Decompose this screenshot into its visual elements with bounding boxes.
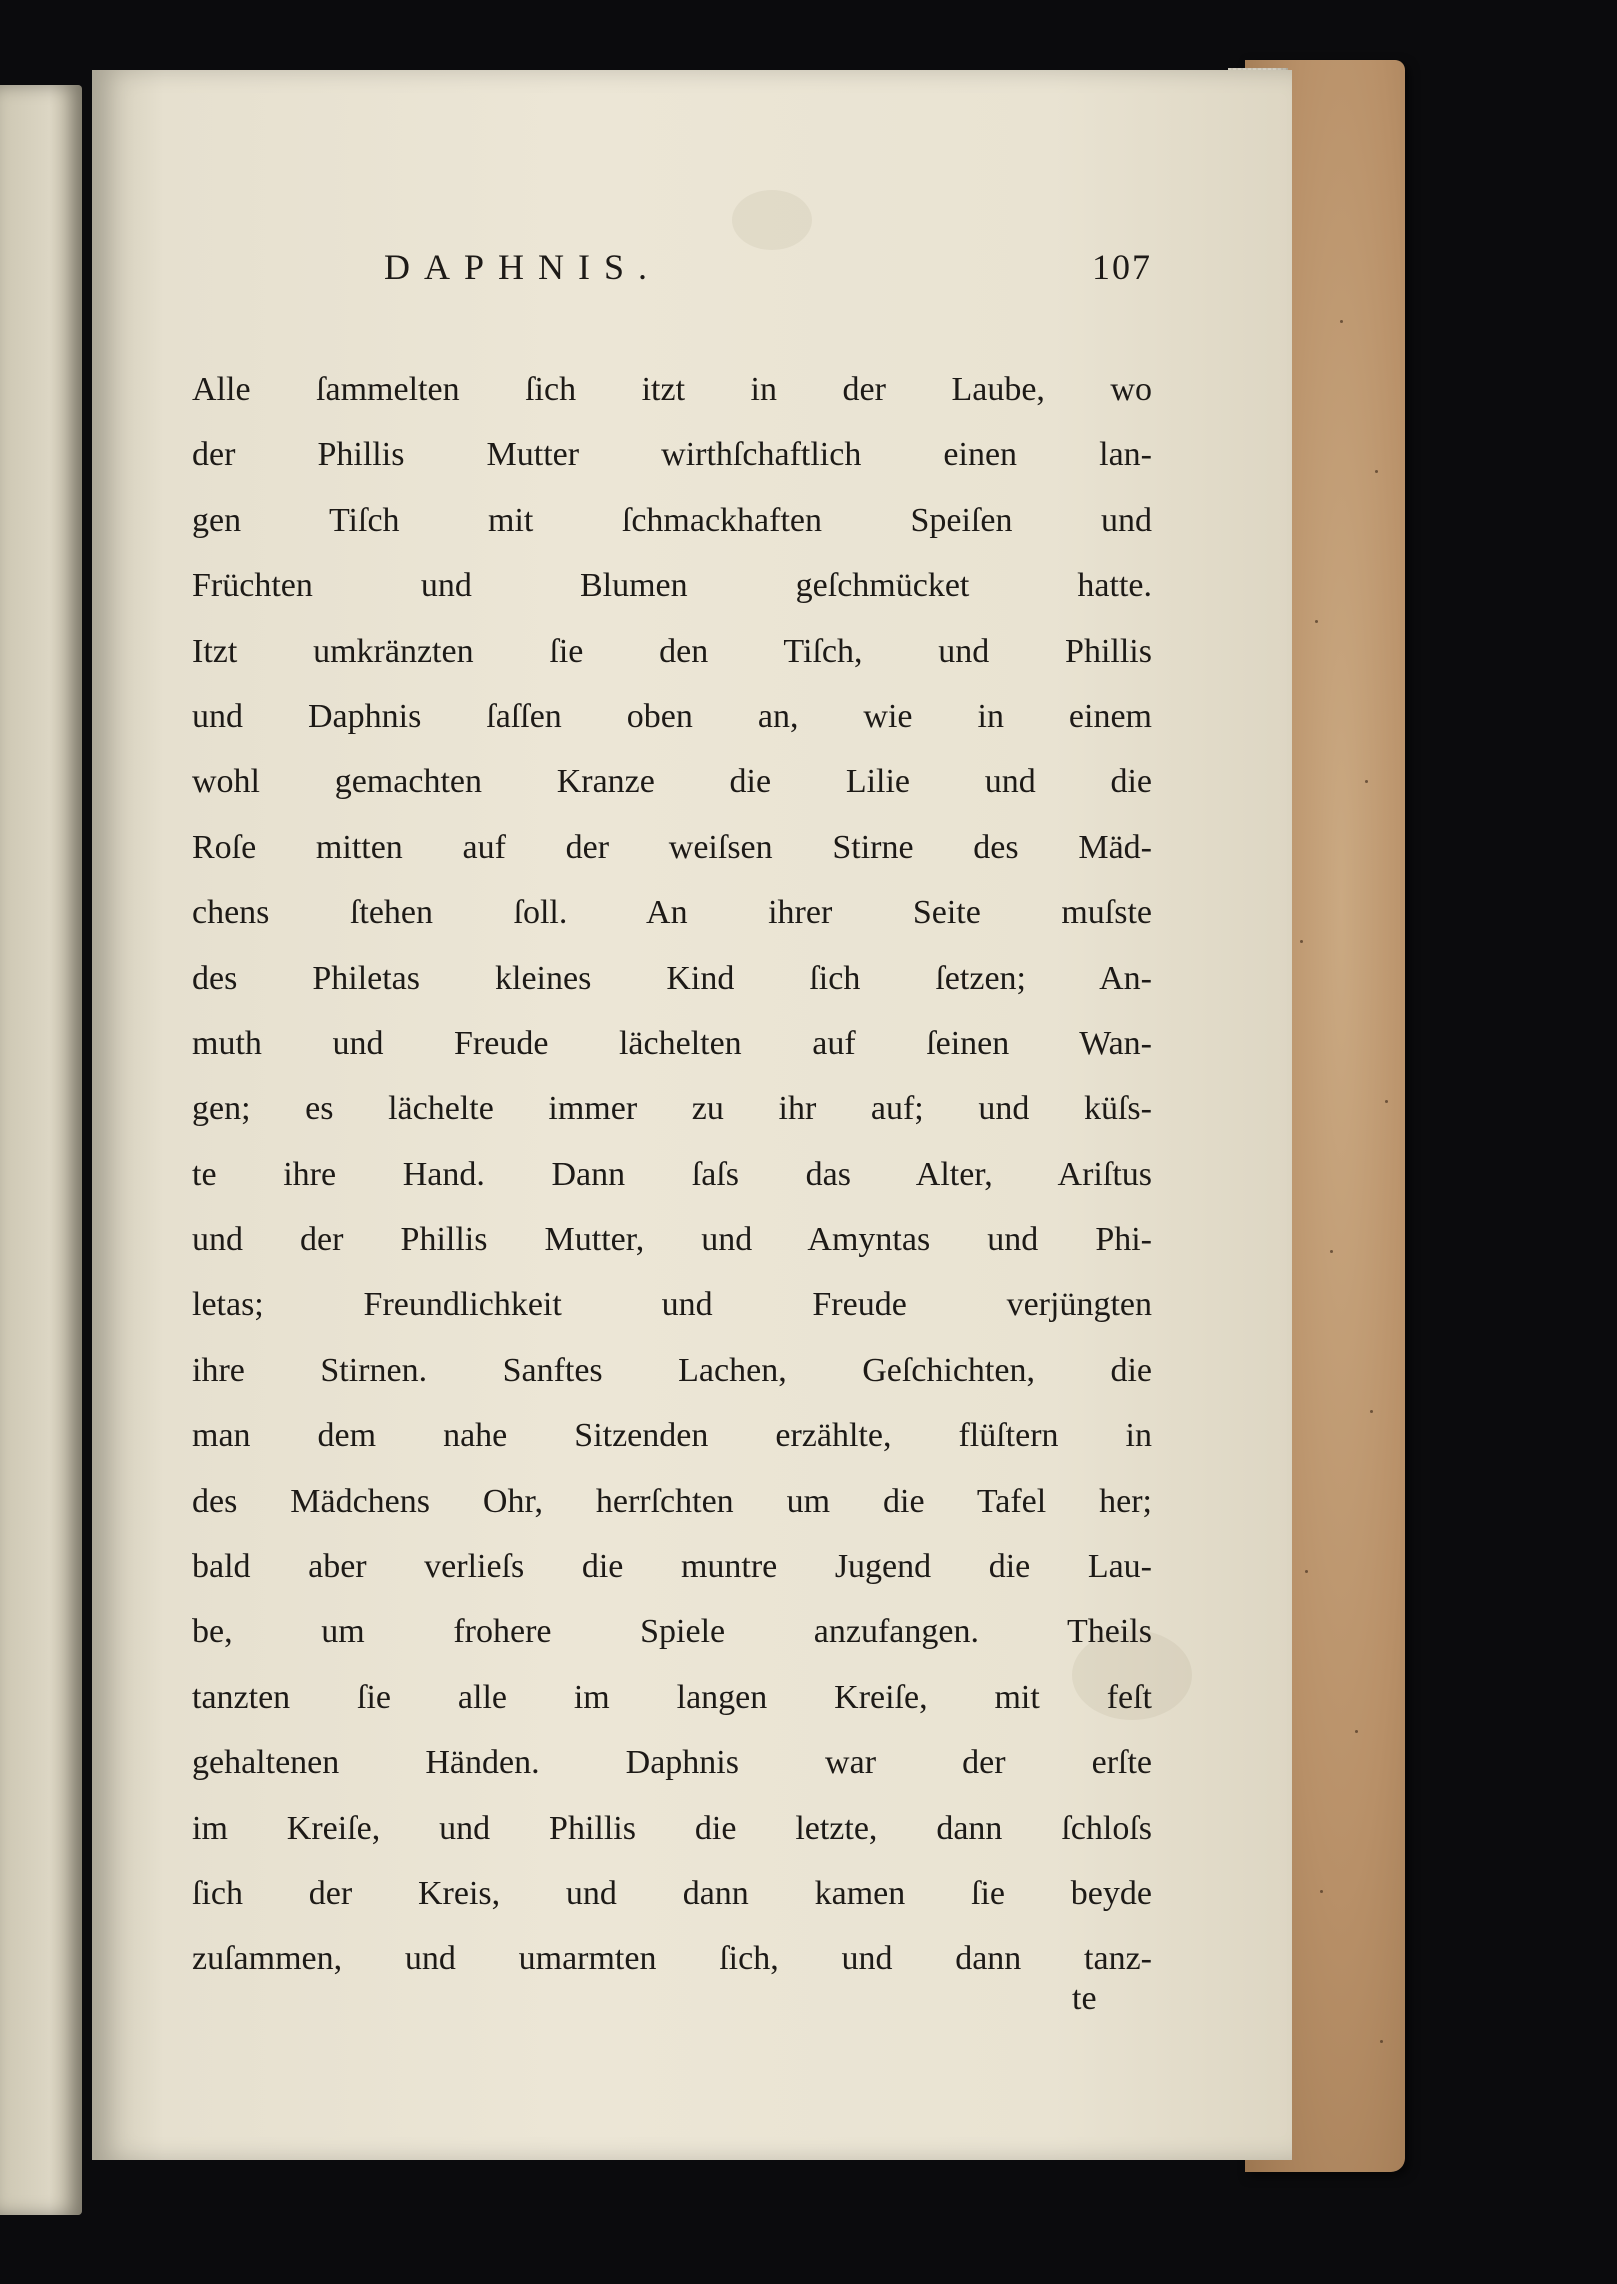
text-line: Alle ſammelten ſich itzt in der Laube, wo [192,371,1152,408]
text-line: Früchten und Blumen geſchmücket hatte. [192,567,1152,605]
text-line: der Phillis Mutter wirthſchaftlich einen lan- [192,436,1152,474]
text-line: gehaltenen Händen. Daphnis war der erſte [192,1744,1152,1782]
text-line: und der Phillis Mutter, und Amyntas und Phi- [192,1221,1152,1259]
text-line: bald aber verlieſs die muntre Jugend die Lau- [192,1548,1152,1586]
text-line: Itzt umkränzten ſie den Tiſch, und Phillis [192,632,1152,670]
body-text [192,370,1152,2005]
text-line: te ihre Hand. Dann ſaſs das Alter, Ariſtus [192,1155,1152,1193]
text-line: chens ſtehen ſoll. An ihrer Seite muſste [192,894,1152,932]
text-line: wohl gemachten Kranze die Lilie und die [192,763,1152,801]
text-line: tanzten ſie alle im langen Kreiſe, mit feſt [192,1678,1152,1716]
page-number: 107 [1092,247,1152,287]
text-line: zuſammen, und umarmten ſich, und dann tanz- [192,1940,1152,1978]
text-line: gen; es lächelte immer zu ihr auf; und küſs- [192,1090,1152,1128]
running-head-title: DAPHNIS. [384,247,662,287]
text-line: des Philetas kleines Kind ſich ſetzen; An- [192,959,1152,997]
text-line: des Mädchens Ohr, herrſchten um die Tafel her; [192,1482,1152,1520]
text-line: gen Tiſch mit ſchmackhaften Speiſen und [192,501,1152,539]
running-head [192,246,1152,296]
text-line: ihre Stirnen. Sanftes Lachen, Geſchichten, die [192,1351,1152,1389]
text-line: Roſe mitten auf der weiſsen Stirne des Mäd- [192,828,1152,866]
text-line: letas; Freundlichkeit und Freude verjüngten [192,1286,1152,1324]
text-line: ſich der Kreis, und dann kamen ſie beyde [192,1874,1152,1912]
text-line: muth und Freude lächelten auf ſeinen Wan- [192,1024,1152,1062]
text-line: man dem nahe Sitzenden erzählte, flüſtern in [192,1417,1152,1455]
text-line: und Daphnis ſaſſen oben an, wie in einem [192,697,1152,735]
text-line: im Kreiſe, und Phillis die letzte, dann ſchloſs [192,1809,1152,1847]
left-page-edge [0,85,82,2215]
text-line: be, um frohere Spiele anzufangen. Theils [192,1613,1152,1651]
recto-page [92,70,1292,2160]
catchword: te [1072,1980,1097,2017]
